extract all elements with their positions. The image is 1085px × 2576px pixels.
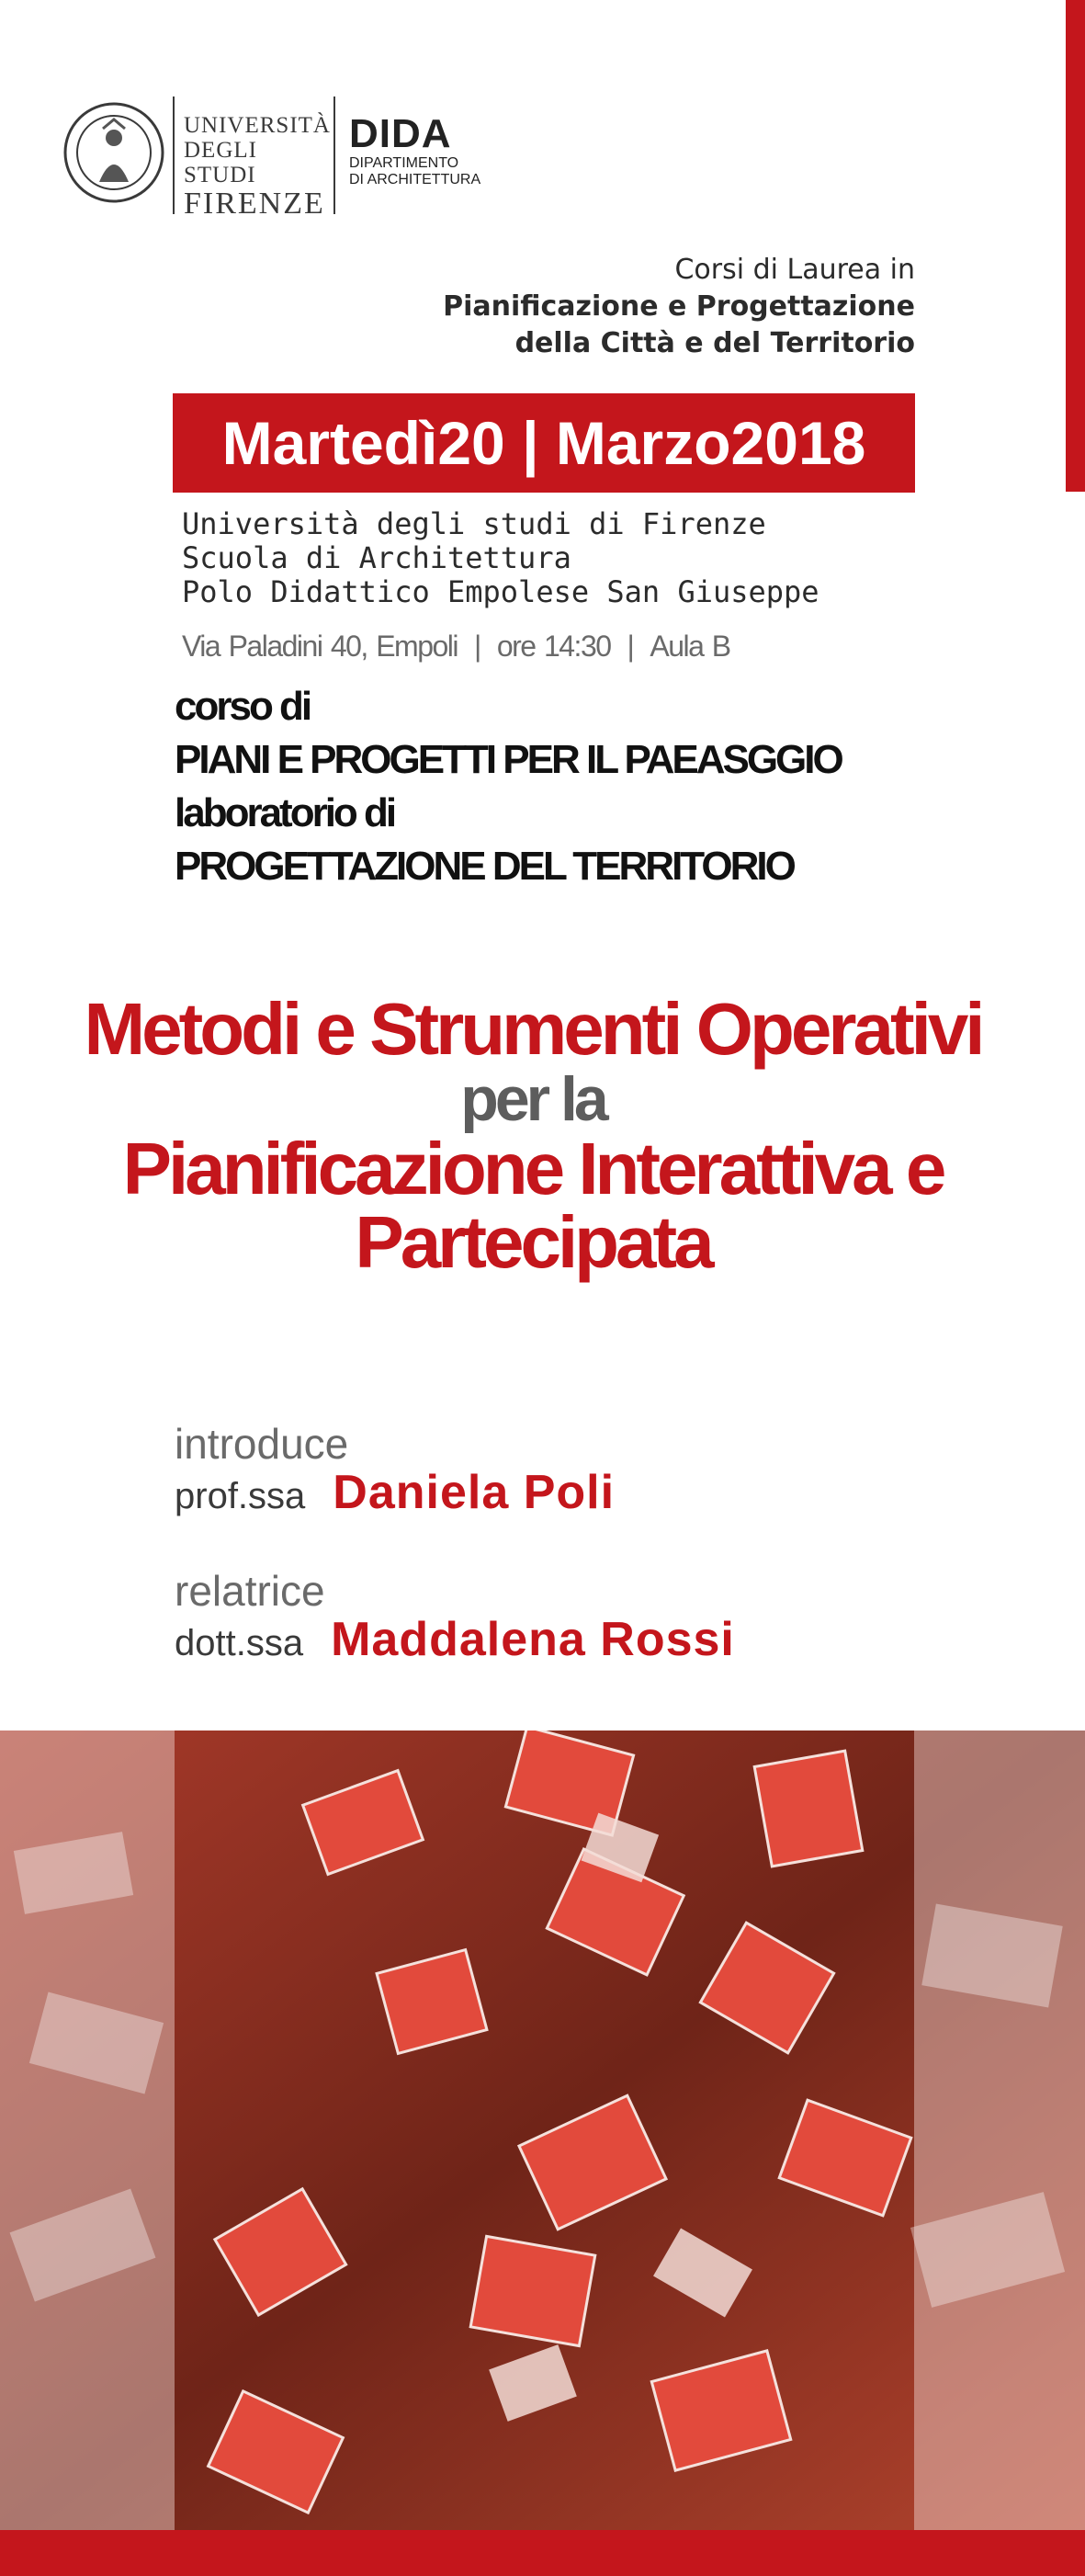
logo-divider — [173, 96, 175, 214]
degree-courses: Corsi di Laurea in Pianificazione e Progettazione della Città e del Territorio — [443, 254, 915, 359]
university-wordmark: UNIVERSITÀ DEGLI STUDI FIRENZE — [184, 113, 331, 221]
right-accent-stripe — [1066, 0, 1085, 492]
event-photo — [0, 1731, 1085, 2539]
department-logo: DIDA DIPARTIMENTO DI ARCHITETTURA — [349, 111, 481, 187]
university-seal-icon — [62, 101, 165, 204]
speaker-intro: introduce prof.ssa Daniela Poli — [175, 1420, 616, 1519]
speaker-main: relatrice dott.ssa Maddalena Rossi — [175, 1567, 735, 1666]
event-title: Metodi e Strumenti Operativi per la Pianificazione Interattiva e Partecipata — [84, 988, 982, 1283]
logo-divider — [333, 96, 335, 214]
date-banner: Martedì20 | Marzo2018 — [173, 393, 915, 493]
venue-lines: Università degli studi di Firenze Scuola di Architettura Polo Didattico Empolese San Giuseppe — [182, 506, 819, 609]
course-block: corso di PIANI E PROGETTI PER IL PAEASGGIO laboratorio di PROGETTAZIONE DEL TERRITORIO — [175, 684, 842, 889]
bottom-accent-bar — [0, 2530, 1085, 2576]
address-time-room: Via Paladini 40, Empoli | ore 14:30 | Aula B — [182, 630, 730, 663]
